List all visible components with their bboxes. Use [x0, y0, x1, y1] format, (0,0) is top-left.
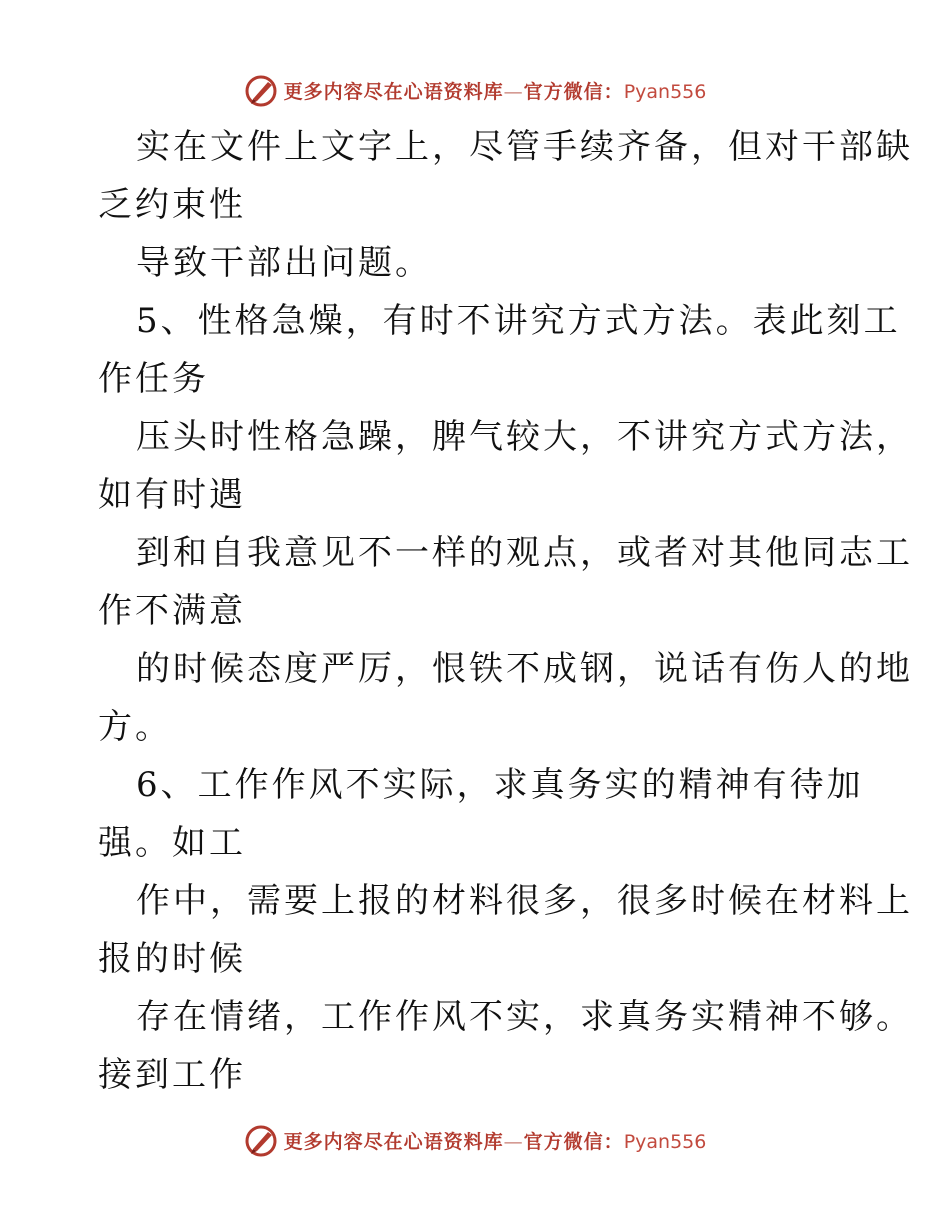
document-body: [98, 118, 913, 1104]
footer-watermark-text: [284, 1127, 707, 1154]
body-line: 压头时性格急躁，脾气较大，不讲究方式方法，: [136, 417, 913, 457]
body-line: 到和自我意见不一样的观点，或者对其他同志工: [136, 533, 913, 573]
body-line: 报的时候: [98, 939, 246, 979]
body-line: 作任务: [98, 359, 209, 399]
body-line: 实在文件上文字上，尽管手续齐备，但对干部缺: [136, 127, 913, 167]
body-line: 6、工作作风不实际，求真务实的精神有待加: [136, 765, 864, 805]
body-line: 作中，需要上报的材料很多，很多时候在材料上: [136, 881, 913, 921]
header-watermark: [0, 70, 950, 110]
body-line: 乏约束性: [98, 185, 246, 225]
body-line: 存在情绪，工作作风不实，求真务实精神不够。: [136, 997, 913, 1037]
footer-separator: —: [503, 1130, 524, 1153]
header-separator: —: [503, 80, 524, 103]
pen-logo-icon: [244, 1123, 278, 1157]
body-line: 方。: [98, 707, 172, 747]
body-line: 的时候态度严厉，恨铁不成钢，说话有伤人的地: [136, 649, 913, 689]
body-line: 作不满意: [98, 591, 246, 631]
pen-logo-icon: [244, 73, 278, 107]
footer-wechat-id: Pyan556: [623, 1130, 707, 1153]
body-line: 强。如工: [98, 823, 246, 863]
body-line: 5、性格急燥，有时不讲究方式方法。表此刻工: [136, 301, 901, 341]
body-line: 如有时遇: [98, 475, 246, 515]
body-line: 接到工作: [98, 1055, 246, 1095]
header-wechat-id: Pyan556: [623, 80, 707, 103]
footer-official-label: 官方微信：: [523, 1130, 624, 1153]
body-line: 导致干部出问题。: [136, 243, 432, 283]
header-official-label: 官方微信：: [523, 80, 624, 103]
footer-watermark: [0, 1120, 950, 1160]
footer-brand-text: 更多内容尽在心语资料库: [283, 1130, 504, 1153]
header-watermark-text: [284, 77, 707, 104]
header-brand-text: 更多内容尽在心语资料库: [283, 80, 504, 103]
